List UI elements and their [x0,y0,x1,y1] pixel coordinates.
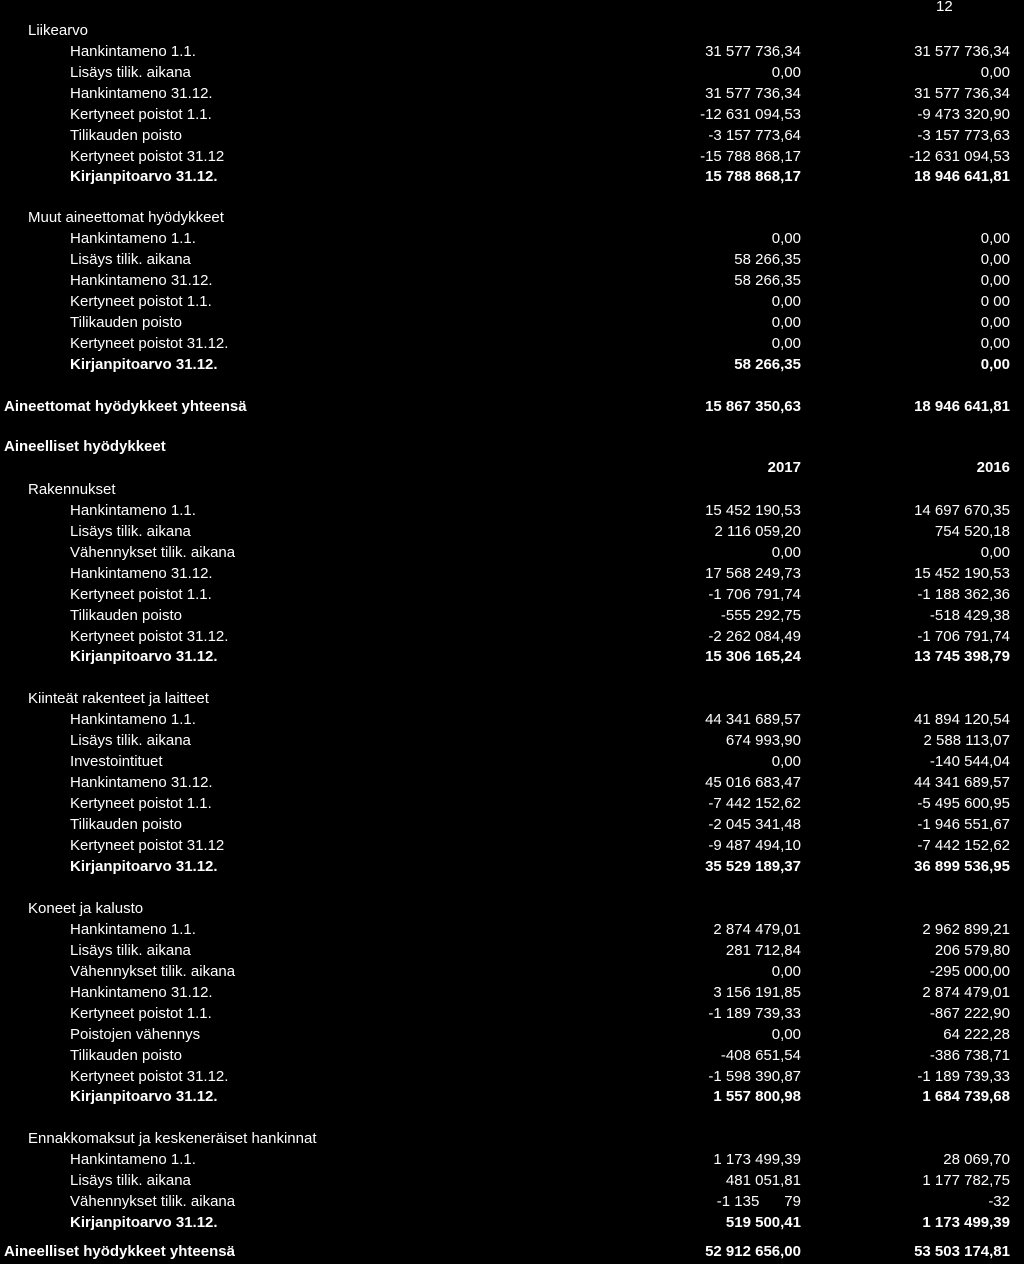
table-row [0,542,1024,564]
value-current-year: 0,00 [771,64,801,81]
value-previous-year: 2 588 113,07 [923,732,1010,749]
table-row [0,835,1024,857]
table-row [0,1086,1024,1108]
table-row [0,940,1024,962]
value-current-year: 2 874 479,01 [713,921,801,938]
table-row [0,20,1024,42]
value-current-year: 0,00 [771,1026,801,1043]
value-current-year: -3 157 773,64 [708,127,801,144]
row-label: Kertyneet poistot 1.1. [70,293,212,310]
value-previous-year: 0,00 [980,230,1010,247]
value-previous-year: 31 577 736,34 [914,85,1010,102]
value-current-year: 0,00 [771,544,801,561]
value-previous-year: 0,00 [980,335,1010,352]
row-label: Tilikauden poisto [70,127,183,144]
value-previous-year: 2 962 899,21 [922,921,1010,938]
table-row [0,709,1024,731]
value-current-year: -7 442 152,62 [708,795,801,812]
value-current-year: 15 452 190,53 [705,502,801,519]
value-current-year: 31 577 736,34 [705,85,801,102]
row-label: Lisäys tilik. aikana [70,64,191,81]
table-row [0,1024,1024,1046]
row-label: Rakennukset [28,481,116,498]
table-row [0,856,1024,878]
value-current-year: 0,00 [771,753,801,770]
value-previous-year: -386 738,71 [929,1047,1010,1064]
table-row [0,1191,1024,1213]
table-row [0,354,1024,376]
value-current-year: -12 631 094,53 [700,106,801,123]
value-current-year: -408 651,54 [720,1047,801,1064]
value-current-year: -9 487 494,10 [708,837,801,854]
table-row [0,1128,1024,1150]
table-row [0,751,1024,773]
row-label: Lisäys tilik. aikana [70,732,191,749]
row-label: Aineettomat hyödykkeet yhteensä [4,398,247,415]
table-row [0,1241,1024,1263]
table-row [0,479,1024,501]
value-current-year: 519 500,41 [725,1214,801,1231]
value-current-year: 674 993,90 [725,732,801,749]
table-row [0,41,1024,63]
value-current-year: 52 912 656,00 [705,1243,801,1260]
value-current-year: 2017 [767,459,801,476]
value-previous-year: -12 631 094,53 [909,148,1010,165]
row-label: Poistojen vähennys [70,1026,201,1043]
table-row [0,1045,1024,1067]
value-previous-year: 36 899 536,95 [914,858,1010,875]
row-label: Kertyneet poistot 31.12 [70,837,225,854]
value-previous-year: -5 495 600,95 [917,795,1010,812]
value-previous-year: 1 173 499,39 [922,1214,1010,1231]
value-previous-year: 64 222,28 [943,1026,1010,1043]
value-current-year: 15 867 350,63 [705,398,801,415]
table-row [0,146,1024,168]
value-previous-year: 14 697 670,35 [914,502,1010,519]
table-row [0,291,1024,313]
value-current-year: 58 266,35 [734,356,801,373]
row-label: Kertyneet poistot 1.1. [70,106,212,123]
table-row [0,457,1024,479]
table-row [0,125,1024,147]
value-previous-year: 2 874 479,01 [922,984,1010,1001]
row-label: Kertyneet poistot 1.1. [70,1005,212,1022]
value-current-year: 17 568 249,73 [705,565,801,582]
value-previous-year: 15 452 190,53 [914,565,1010,582]
value-current-year: 15 306 165,24 [705,648,801,665]
row-label: Vähennykset tilik. aikana [70,963,236,980]
value-current-year: 1 557 800,98 [713,1088,801,1105]
row-label: Kertyneet poistot 31.12 [70,148,225,165]
table-row [0,500,1024,522]
value-current-year: 15 788 868,17 [705,168,801,185]
value-previous-year: 754 520,18 [934,523,1010,540]
value-current-year: -555 292,75 [720,607,801,624]
value-current-year: 58 266,35 [734,251,801,268]
row-label: Hankintameno 1.1. [70,502,196,519]
value-previous-year: -7 442 152,62 [917,837,1010,854]
value-current-year: -2 262 084,49 [708,628,801,645]
table-row [0,207,1024,229]
value-previous-year: 0,00 [980,356,1010,373]
table-row [0,270,1024,292]
value-current-year: 0,00 [771,335,801,352]
value-previous-year: -518 429,38 [929,607,1010,624]
row-label: Lisäys tilik. aikana [70,942,191,959]
table-row [0,563,1024,585]
value-current-year: -1 706 791,74 [708,586,801,603]
row-label: Kertyneet poistot 31.12. [70,335,229,352]
page-number: 12 [936,0,953,15]
row-label: Hankintameno 1.1. [70,1151,196,1168]
value-previous-year: -140 544,04 [929,753,1010,770]
row-label: Liikearvo [28,22,89,39]
table-row [0,1066,1024,1088]
table-row [0,730,1024,752]
value-current-year: -1 598 390,87 [708,1068,801,1085]
table-row [0,228,1024,250]
value-previous-year: 1 684 739,68 [922,1088,1010,1105]
value-previous-year: -9 473 320,90 [917,106,1010,123]
table-row [0,982,1024,1004]
value-previous-year: 0,00 [980,251,1010,268]
value-previous-year: 0,00 [980,544,1010,561]
table-row [0,1170,1024,1192]
value-previous-year: 2016 [976,459,1010,476]
row-label: Kirjanpitoarvo 31.12. [70,356,218,373]
value-previous-year: 0,00 [980,314,1010,331]
row-label: Tilikauden poisto [70,1047,183,1064]
table-row [0,521,1024,543]
table-row [0,104,1024,126]
value-current-year: -1 189 739,33 [708,1005,801,1022]
value-current-year: 45 016 683,47 [705,774,801,791]
value-previous-year: 0 00 [980,293,1010,310]
table-row [0,584,1024,606]
table-row [0,333,1024,355]
value-current-year: 0,00 [771,230,801,247]
row-label: Tilikauden poisto [70,314,183,331]
value-previous-year: 18 946 641,81 [914,168,1010,185]
value-previous-year: -1 946 551,67 [917,816,1010,833]
row-label: Hankintameno 31.12. [70,272,213,289]
value-previous-year: -1 189 739,33 [917,1068,1010,1085]
row-label: Hankintameno 1.1. [70,921,196,938]
value-previous-year: -1 706 791,74 [917,628,1010,645]
value-current-year: 0,00 [771,963,801,980]
value-previous-year: -32 [988,1193,1010,1210]
row-label: Aineelliset hyödykkeet yhteensä [4,1243,235,1260]
table-row [0,312,1024,334]
row-label: Lisäys tilik. aikana [70,251,191,268]
table-row [0,396,1024,418]
value-current-year: 0,00 [771,293,801,310]
row-label: Kertyneet poistot 1.1. [70,795,212,812]
value-current-year: 1 173 499,39 [713,1151,801,1168]
table-row [0,814,1024,836]
row-label: Muut aineettomat hyödykkeet [28,209,224,226]
table-row [0,83,1024,105]
table-row [0,898,1024,920]
row-label: Lisäys tilik. aikana [70,523,191,540]
value-previous-year: 31 577 736,34 [914,43,1010,60]
value-previous-year: 13 745 398,79 [914,648,1010,665]
value-previous-year: 53 503 174,81 [914,1243,1010,1260]
value-previous-year: 0,00 [980,272,1010,289]
row-label: Hankintameno 1.1. [70,711,196,728]
value-current-year: 35 529 189,37 [705,858,801,875]
table-row [0,249,1024,271]
row-label: Tilikauden poisto [70,607,183,624]
value-previous-year: -1 188 362,36 [917,586,1010,603]
row-label: Kirjanpitoarvo 31.12. [70,1214,218,1231]
table-row [0,688,1024,710]
value-previous-year: 28 069,70 [943,1151,1010,1168]
value-previous-year: -867 222,90 [929,1005,1010,1022]
row-label: Kirjanpitoarvo 31.12. [70,1088,218,1105]
value-previous-year: 44 341 689,57 [914,774,1010,791]
row-label: Hankintameno 31.12. [70,984,213,1001]
table-row [0,1149,1024,1171]
row-label: Hankintameno 1.1. [70,43,196,60]
table-row [0,626,1024,648]
value-current-year: 481 051,81 [725,1172,801,1189]
row-label: Aineelliset hyödykkeet [4,438,166,455]
table-row [0,646,1024,668]
value-current-year: 2 116 059,20 [714,523,801,540]
value-current-year: 281 712,84 [725,942,801,959]
table-row [0,605,1024,627]
table-row [0,1212,1024,1234]
value-current-year: -15 788 868,17 [700,148,801,165]
value-previous-year: 0,00 [980,64,1010,81]
row-label: Vähennykset tilik. aikana [70,544,236,561]
row-label: Hankintameno 31.12. [70,774,213,791]
table-row [0,961,1024,983]
table-row [0,166,1024,188]
value-current-year: 58 266,35 [734,272,801,289]
row-label: Kertyneet poistot 1.1. [70,586,212,603]
table-row [0,793,1024,815]
table-row [0,1003,1024,1025]
row-label: Tilikauden poisto [70,816,183,833]
table-row [0,772,1024,794]
row-label: Kirjanpitoarvo 31.12. [70,168,218,185]
row-label: Investointituet [70,753,163,770]
row-label: Kirjanpitoarvo 31.12. [70,648,218,665]
table-row [0,62,1024,84]
value-previous-year: 41 894 120,54 [914,711,1010,728]
value-previous-year: 18 946 641,81 [914,398,1010,415]
row-label: Ennakkomaksut ja keskeneräiset hankinnat [28,1130,317,1147]
value-previous-year: 206 579,80 [934,942,1010,959]
value-previous-year: 1 177 782,75 [922,1172,1010,1189]
value-current-year: -2 045 341,48 [708,816,801,833]
row-label: Lisäys tilik. aikana [70,1172,191,1189]
table-row [0,436,1024,458]
value-current-year: 0,00 [771,314,801,331]
row-label: Kertyneet poistot 31.12. [70,1068,229,1085]
value-previous-year: -295 000,00 [929,963,1010,980]
row-label: Hankintameno 1.1. [70,230,196,247]
value-current-year: 44 341 689,57 [705,711,801,728]
row-label: Hankintameno 31.12. [70,565,213,582]
value-previous-year: -3 157 773,63 [917,127,1010,144]
row-label: Vähennykset tilik. aikana [70,1193,236,1210]
table-row [0,919,1024,941]
row-label: Kiinteät rakenteet ja laitteet [28,690,209,707]
value-current-year: 31 577 736,34 [705,43,801,60]
row-label: Kertyneet poistot 31.12. [70,628,229,645]
row-label: Hankintameno 31.12. [70,85,213,102]
value-current-year: 3 156 191,85 [713,984,801,1001]
row-label: Kirjanpitoarvo 31.12. [70,858,218,875]
row-label: Koneet ja kalusto [28,900,144,917]
value-current-year: -1 135 79 [716,1193,801,1210]
